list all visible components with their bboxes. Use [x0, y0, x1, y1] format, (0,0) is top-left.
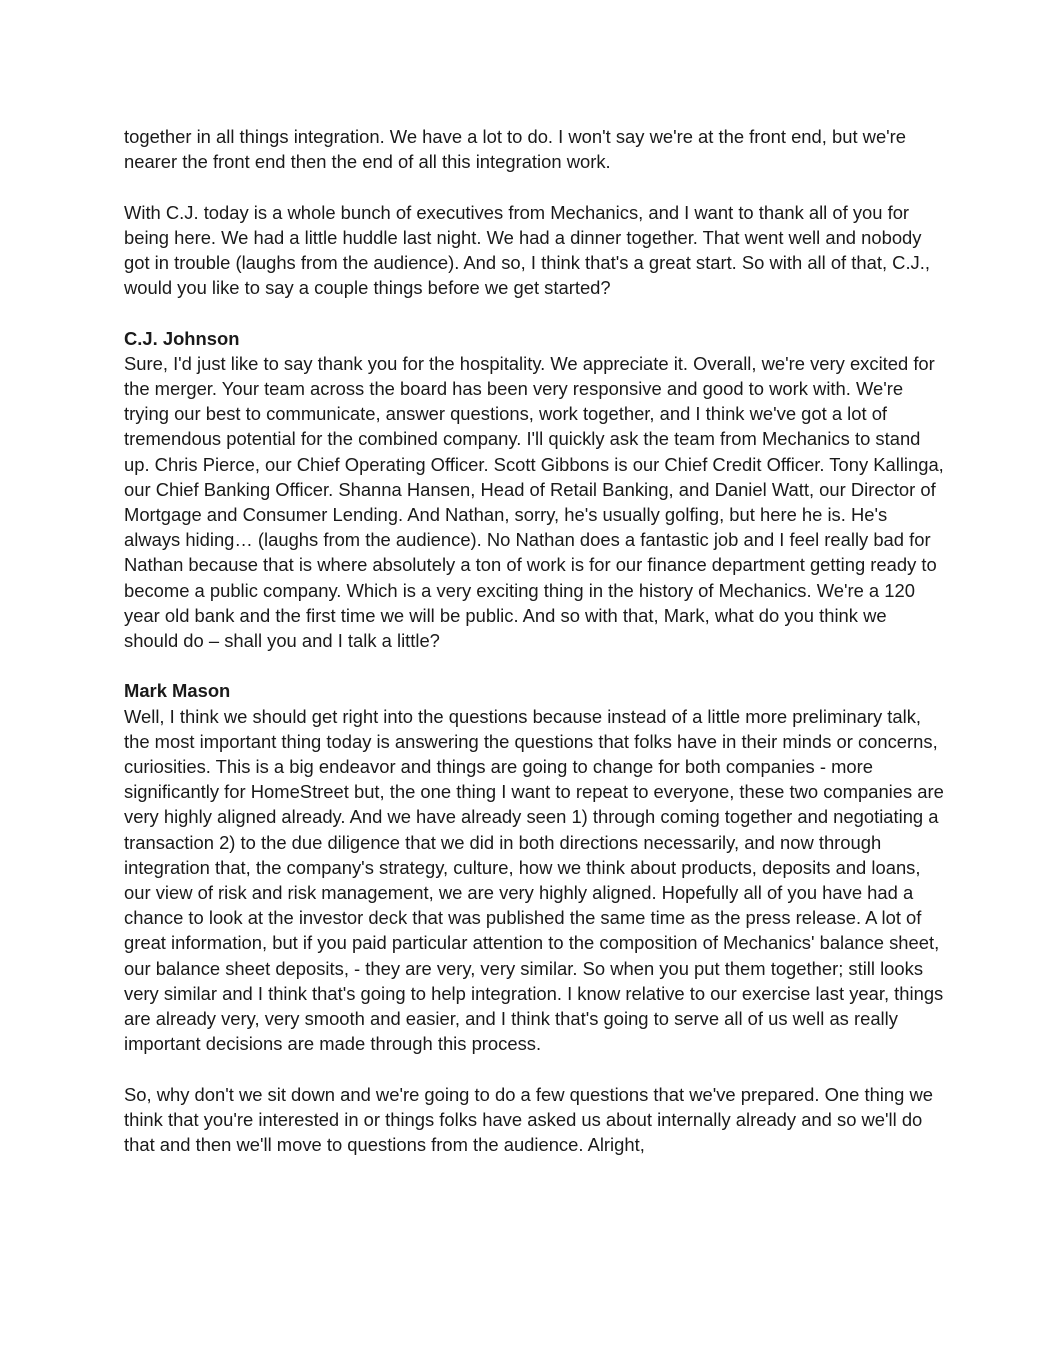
speaker-section-cj-johnson — [124, 326, 944, 654]
speaker-name: C.J. Johnson — [124, 327, 240, 349]
intro-paragraph-1: together in all things integration. We have a lot to do. I won't say we're at the front end, but we're nearer the front end then the end of all this integration work. — [124, 126, 907, 173]
speaker-paragraph: Well, I think we should get right into the questions because instead of a little more preliminary talk, the most important thing today is answering the questions that folks have in their minds or concerns, curiosities. This is a big endeavor and things are going to change for both companies - more significantly for HomeStreet but, the one thing I want to repeat to everyone, these two companies are very highly aligned already. And we have already seen 1) through coming together and negotiating a transaction 2) to the due diligence that we did in both directions necessarily, and now through integration that, the company's strategy, culture, how we think about products, deposits and loans, our view of risk and risk management, we are very highly aligned. Hopefully all of you have had a chance to look at the investor deck that was published the same time as the press release. A lot of great information, but if you paid particular attention to the composition of Mechanics' balance sheet, our balance sheet deposits, - they are very, very similar. So when you put them together; still looks very similar and I think that's going to help integration. I know relative to our exercise last year, things are already very, very smooth and easier, and I think that's going to serve all of us well as really important decisions are made through this process. — [124, 705, 944, 1055]
speaker-paragraph: Sure, I'd just like to say thank you for the hospitality. We appreciate it. Overall, we're very excited for the merger. Your team across the board has been very responsive and good to work with. We're trying our best to communicate, answer questions, work together, and I think we've got a lot of tremendous potential for the combined company. I'll quickly ask the team from Mechanics to stand up. Chris Pierce, our Chief Operating Officer. Scott Gibbons is our Chief Credit Officer. Tony Kallinga, our Chief Banking Officer. Shanna Hansen, Head of Retail Banking, and Daniel Watt, our Director of Mortgage and Consumer Lending. And Nathan, sorry, he's usually golfing, but here he is. He's always hiding… (laughs from the audience). No Nathan does a fantastic job and I feel really bad for Nathan because that is where absolutely a ton of work is for our finance department getting ready to become a public company. Which is a very exciting thing in the history of Mechanics. We're a 120 year old bank and the first time we will be public. And so with that, Mark, what do you think we should do – shall you and I talk a little? — [124, 352, 944, 652]
speaker-paragraph: So, why don't we sit down and we're going to do a few questions that we've prepared. One thing we think that you're interested in or things folks have asked us about internally already and so we'll do that and then we'll move to questions from the audience. Alright, — [124, 1083, 933, 1156]
document-page — [124, 124, 944, 1157]
speaker-section-mark-mason — [124, 678, 944, 1157]
speaker-name: Mark Mason — [124, 680, 231, 702]
intro-paragraph-2: With C.J. today is a whole bunch of executives from Mechanics, and I want to thank all of you for being here. We had a little huddle last night. We had a dinner together. That went well and nobody got in trouble (laughs from the audience). And so, I think that's a great start. So with all of that, C.J., would you like to say a couple things before we get started? — [124, 201, 930, 299]
